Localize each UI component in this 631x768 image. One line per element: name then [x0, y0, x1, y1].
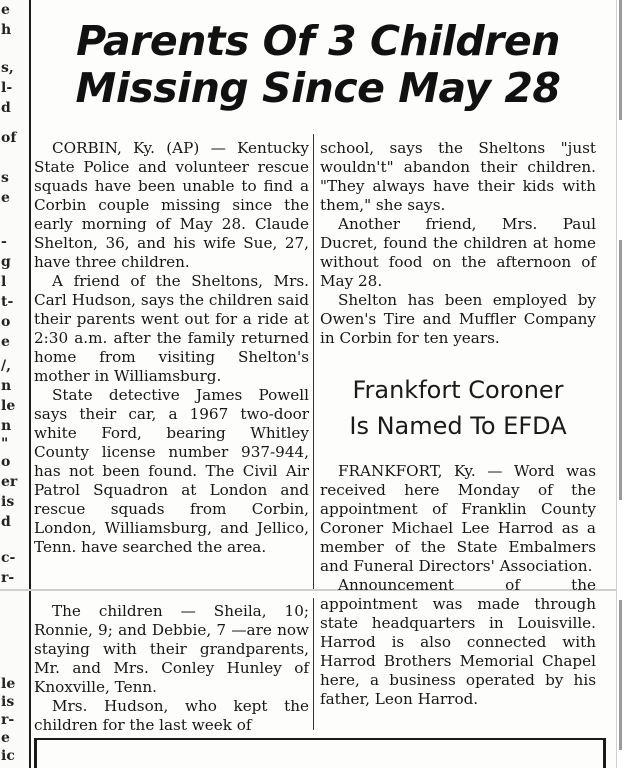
article-paragraph: Announcement of the appointment was made through state headquarters in Louisville. Harrod is also connected with Harrod Brothers Memorial Chapel here, a business operated by his father, Leon Harrod. — [320, 576, 596, 708]
clipped-fragment: d — [1, 100, 11, 116]
article-paragraph: Mrs. Hudson, who kept the children for the last week of — [34, 697, 309, 734]
article-paragraph: The children — Sheila, 10; Ronnie, 9; and Debbie, 7 —are now staying with their grandparents, Mr. and Mrs. Conley Hunley of Knoxville, Tenn. — [34, 602, 309, 696]
clipped-fragment: e — [1, 190, 10, 206]
column-rule — [313, 598, 314, 730]
clipped-fragment: g — [1, 254, 11, 270]
edge-mark — [619, 240, 622, 500]
clipped-fragment: n — [1, 378, 12, 394]
clipped-fragment: s — [1, 170, 9, 186]
article-paragraph: A friend of the Sheltons, Mrs. Carl Hudson, says the children said their parents went out for a ride at 2:30 a.m. after the family returned home from visiting Shelton's mother in Williamsburg. — [34, 272, 309, 385]
clipped-fragment: " — [1, 436, 9, 452]
clipped-fragment: is — [1, 694, 15, 710]
clipped-fragment: d — [1, 514, 11, 530]
edge-mark — [619, 600, 622, 750]
clipped-fragment: n — [1, 418, 12, 434]
clipped-fragment: c- — [1, 550, 16, 566]
clipped-fragment: r- — [1, 570, 15, 586]
article-paragraph: Shelton has been employed by Owen's Tire and Muffler Company in Corbin for ten years. — [320, 291, 596, 347]
second-article-body — [320, 462, 596, 709]
clipped-fragment: s, — [1, 60, 14, 76]
clipped-fragment: h — [1, 22, 12, 38]
clipped-fragment: o — [1, 314, 11, 330]
headline-line: Is Named To EFDA — [349, 412, 567, 440]
article-paragraph: CORBIN, Ky. (AP) — Kentucky State Police and volunteer rescue squads have been unable to find a Corbin couple missing since the early morning of May 28. Claude Shelton, 36, and his wife Sue, 27, have three children. — [34, 139, 309, 271]
clipped-fragment: - — [1, 234, 7, 250]
article-paragraph: FRANKFORT, Ky. — Word was received here Monday of the appointment of Franklin County Coroner Michael Lee Harrod as a member of the State Embalmers and Funeral Directors' Association. — [320, 462, 596, 575]
article-column-2 — [320, 139, 596, 348]
clipped-fragment: o — [1, 454, 11, 470]
edge-mark — [619, 0, 622, 120]
article-paragraph: school, says the Sheltons "just wouldn't" abandon their children. "They always have their kids with them," she says. — [320, 139, 596, 214]
column-rule — [29, 0, 31, 768]
clipped-fragment: e — [1, 730, 10, 746]
clipped-fragment: e — [1, 334, 10, 350]
headline-line: Missing Since May 28 — [75, 64, 561, 112]
clipped-fragment: of — [1, 130, 17, 146]
second-headline — [320, 372, 596, 444]
clipped-fragment: /, — [1, 358, 11, 374]
headline-line: Frankfort Coroner — [352, 376, 564, 404]
clipped-fragment: er — [1, 474, 18, 490]
scan-edge — [616, 0, 631, 768]
clipped-fragment: l- — [1, 80, 13, 96]
bottom-frame-border — [34, 738, 606, 768]
column-rule — [313, 134, 314, 589]
clipped-fragment: r- — [1, 712, 15, 728]
clipped-fragment: l — [1, 274, 7, 290]
headline-line: Parents Of 3 Children — [76, 17, 560, 65]
left-clipped-column — [0, 0, 29, 768]
clipped-fragment: ic — [1, 748, 15, 764]
clipped-fragment: is — [1, 494, 15, 510]
main-headline — [38, 18, 598, 112]
clipped-fragment: e — [1, 2, 10, 18]
clipped-fragment: t- — [1, 294, 14, 310]
article-column-1 — [34, 139, 309, 557]
clipped-fragment: le — [1, 398, 16, 414]
article-paragraph: State detective James Powell says their car, a 1967 two-door white Ford, bearing Whitley County license number 937-944, has not been found. The Civil Air Patrol Squadron at London and rescue squads from Corbin, London, Williamsburg, and Jellico, Tenn. have searched the area. — [34, 386, 309, 556]
article-paragraph: Another friend, Mrs. Paul Ducret, found the children at home without food on the afternoon of May 28. — [320, 215, 596, 290]
clipped-fragment: le — [1, 676, 16, 692]
article-column-1-continued — [34, 602, 309, 735]
